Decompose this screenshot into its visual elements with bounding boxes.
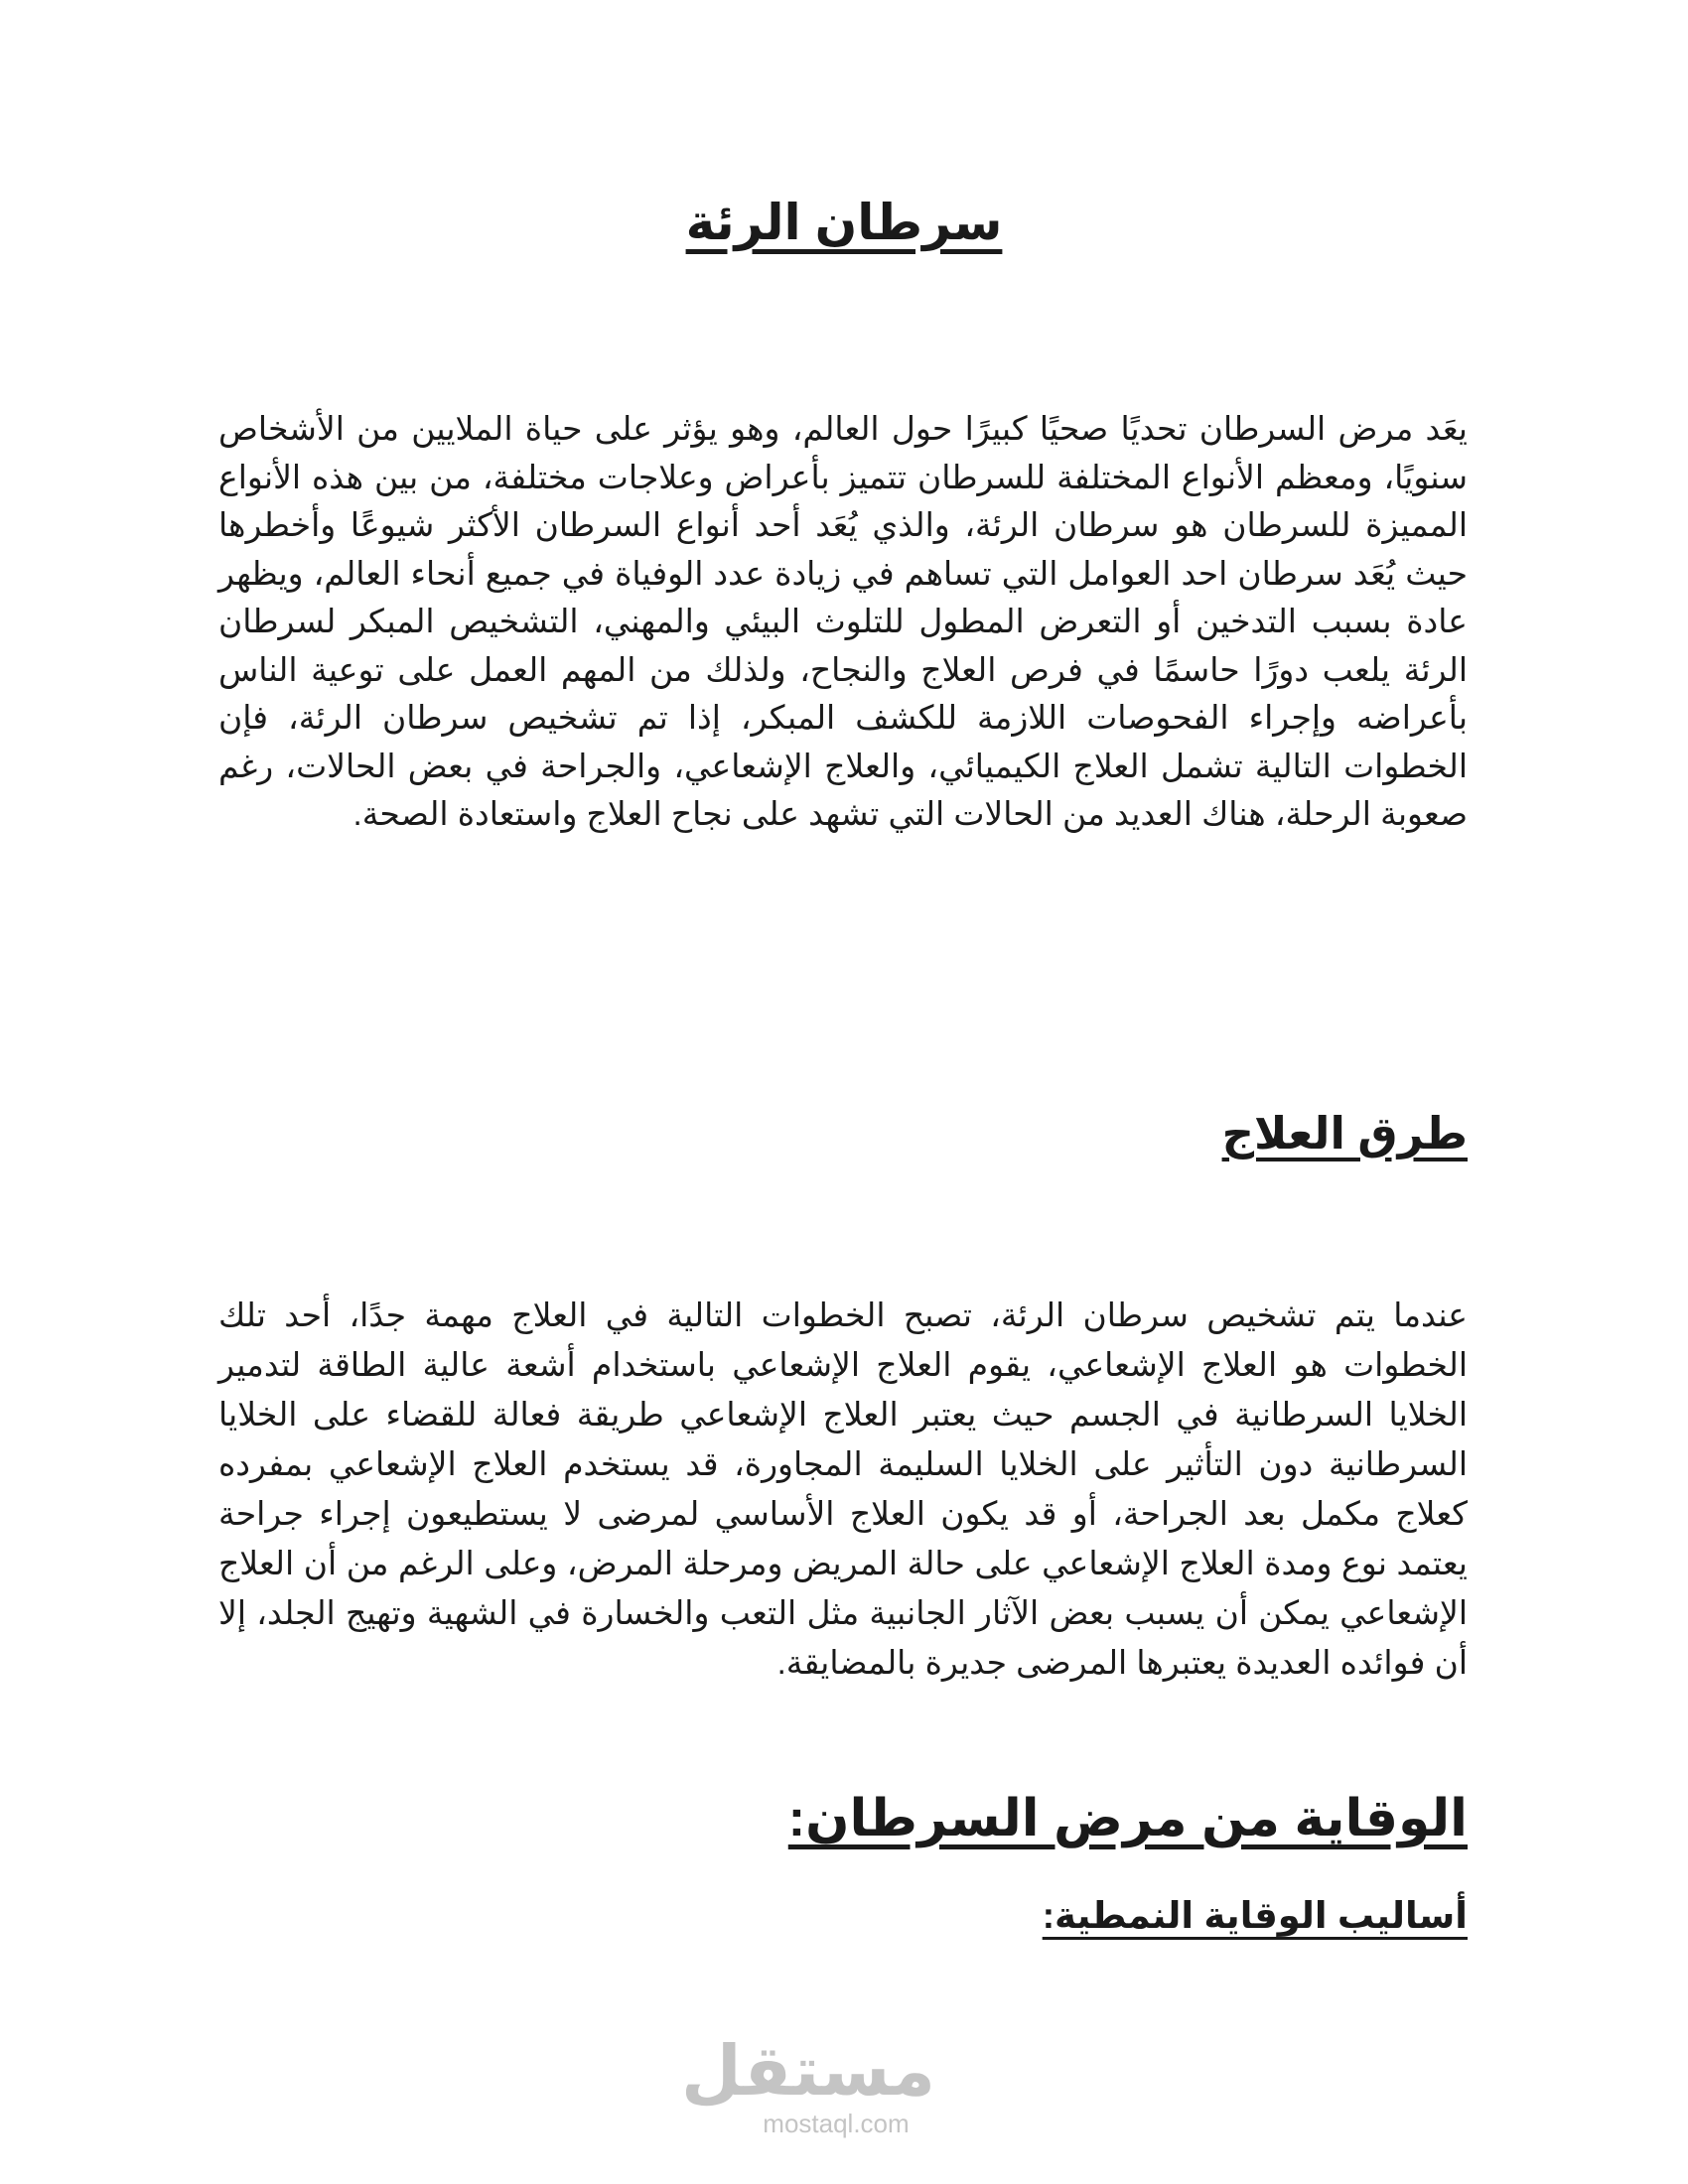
watermark-logo-text: مستقل <box>680 2032 935 2110</box>
watermark-url: mostaql.com <box>763 2109 910 2138</box>
mostaql-watermark <box>680 2032 935 2138</box>
prevention-heading: الوقاية من مرض السرطان: <box>787 1790 1468 1847</box>
intro-paragraph: يعَد مرض السرطان تحديًا صحيًا كبيرًا حول العالم، وهو يؤثر على حياة الملايين من الأشخاص سنويًا، ومعظم الأنواع المختلفة للسرطان تتميز بأعراض وعلاجات مختلفة، من بين هذه الأنواع المميزة للسرطان هو سرطان الرئة، والذي يُعَد أحد أنواع السرطان الأكثر شيوعًا وأخطرها حيث يُعَد سرطان احد العوامل التي تساهم في زيادة عدد الوفياة في جميع أنحاء العالم، ويظهر عادة بسبب التدخين أو التعرض المطول للتلوث البيئي والمهني، التشخيص المبكر لسرطان الرئة يلعب دورًا حاسمًا في فرص العلاج والنجاح، ولذلك من المهم العمل على توعية الناس بأعراضه وإجراء الفحوصات اللازمة للكشف المبكر، إذا تم تشخيص سرطان الرئة، فإن الخطوات التالية تشمل العلاج الكيميائي، والعلاج الإشعاعي، والجراحة في بعض الحالات، رغم صعوبة الرحلة، هناك العديد من الحالات التي تشهد على نجاح العلاج واستعادة الصحة. <box>218 410 1468 832</box>
treatment-heading: طرق العلاج <box>1221 1108 1468 1159</box>
lifestyle-subheading: أساليب الوقاية النمطية: <box>1042 1895 1468 1936</box>
document-title: سرطان الرئة <box>685 195 1003 250</box>
treatment-paragraph: عندما يتم تشخيص سرطان الرئة، تصبح الخطوات التالية في العلاج مهمة جدًا، أحد تلك الخطوات هو العلاج الإشعاعي، يقوم العلاج الإشعاعي باستخدام أشعة عالية الطاقة لتدمير الخلايا السرطانية في الجسم حيث يعتبر العلاج الإشعاعي طريقة فعالة للقضاء على الخلايا السرطانية دون التأثير على الخلايا السليمة المجاورة، قد يستخدم العلاج الإشعاعي بمفرده كعلاج مكمل بعد الجراحة، أو قد يكون العلاج الأساسي لمرضى لا يستطيعون إجراء جراحة يعتمد نوع ومدة العلاج الإشعاعي على حالة المريض ومرحلة المرض، وعلى الرغم من أن العلاج الإشعاعي يمكن أن يسبب بعض الآثار الجانبية مثل التعب والخسارة في الشهية وتهيج الجلد، إلا أن فوائده العديدة يعتبرها المرضى جديرة بالمضايقة. <box>218 1297 1468 1681</box>
